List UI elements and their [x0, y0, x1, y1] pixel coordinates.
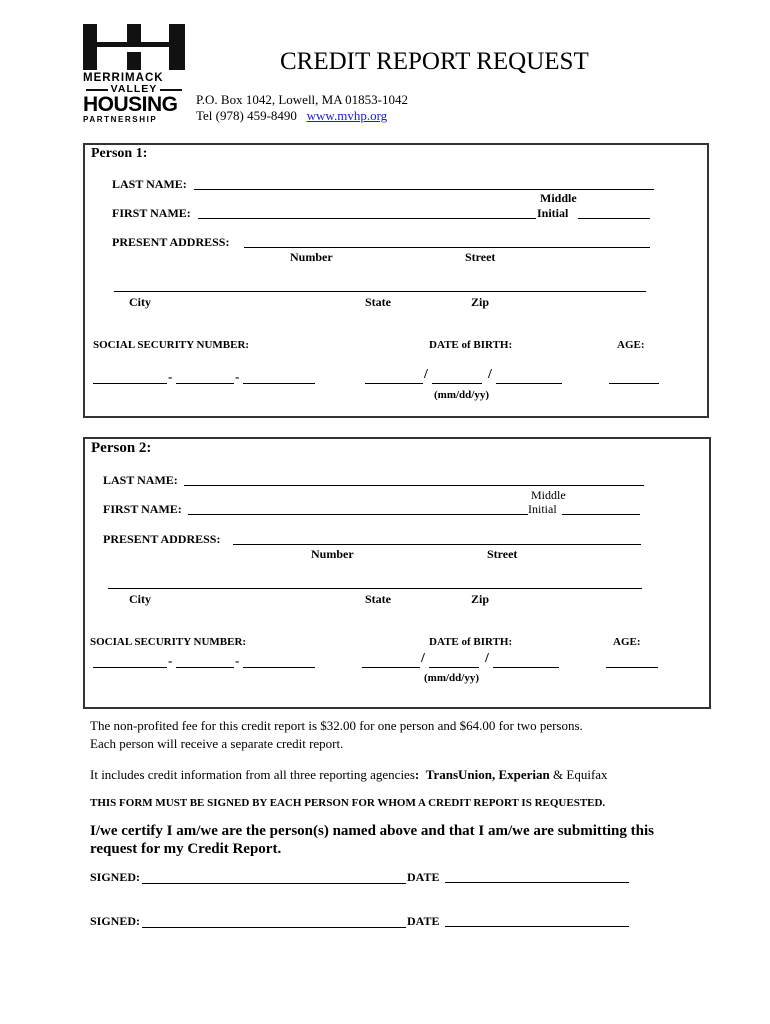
p2-street-label: Street	[487, 547, 518, 561]
agency-experian: Experian	[498, 767, 550, 782]
p2-initial-label: Initial	[528, 502, 557, 516]
p2-city-state-zip-field[interactable]	[108, 588, 642, 589]
p2-dob-month-field[interactable]	[362, 667, 420, 668]
signature-2-field[interactable]	[142, 927, 406, 928]
p2-ssn-part-2-field[interactable]	[176, 667, 234, 668]
p1-initial-label: Initial	[537, 206, 569, 220]
p2-last-name-label: LAST NAME:	[103, 473, 178, 487]
p1-age-field[interactable]	[609, 383, 659, 384]
p1-dob-month-field[interactable]	[365, 383, 423, 384]
logo-line-2: VALLEY	[83, 84, 185, 95]
p1-ssn-part-3-field[interactable]	[243, 383, 315, 384]
p2-age-field[interactable]	[606, 667, 658, 668]
certification-line-1: I/we certify I am/we are the person(s) named above and that I am/we are submitting this	[90, 823, 654, 839]
p1-last-name-label: LAST NAME:	[112, 177, 187, 191]
p2-first-name-field[interactable]	[188, 514, 528, 515]
p1-present-address-label: PRESENT ADDRESS:	[112, 235, 230, 249]
p1-ssn-part-2-field[interactable]	[176, 383, 234, 384]
signature-2-date-field[interactable]	[445, 926, 629, 927]
p1-date-format-hint: (mm/dd/yy)	[434, 389, 489, 401]
p2-number-label: Number	[311, 547, 354, 561]
p1-address-number-street-field[interactable]	[244, 247, 650, 248]
page-title: CREDIT REPORT REQUEST	[280, 48, 589, 75]
p1-dob-label: DATE of BIRTH:	[429, 339, 513, 351]
p2-first-name-label: FIRST NAME:	[103, 502, 182, 516]
telephone: Tel (978) 459-8490	[196, 108, 297, 123]
p1-city-label: City	[129, 295, 151, 309]
signature-1-field[interactable]	[142, 883, 406, 884]
p2-last-name-field[interactable]	[184, 485, 644, 486]
p2-ssn-part-1-field[interactable]	[93, 667, 167, 668]
agency-transunion: TransUnion,	[425, 767, 496, 782]
p2-dob-day-field[interactable]	[429, 667, 479, 668]
logo-line-4: PARTNERSHIP	[83, 115, 158, 124]
mailing-address: P.O. Box 1042, Lowell, MA 01853-1042	[196, 92, 408, 107]
p1-last-name-field[interactable]	[194, 189, 654, 190]
p2-dob-label: DATE of BIRTH:	[429, 636, 513, 648]
p2-present-address-label: PRESENT ADDRESS:	[103, 532, 221, 546]
p2-state-label: State	[365, 592, 391, 606]
p1-dob-day-field[interactable]	[432, 383, 482, 384]
signature-1-date-label: DATE	[407, 870, 440, 884]
contact-line	[196, 108, 387, 124]
p2-city-label: City	[129, 592, 151, 606]
p1-ssn-part-1-field[interactable]	[93, 383, 167, 384]
p1-middle-label: Middle	[540, 191, 577, 205]
fee-note-line-2: Each person will receive a separate credit report.	[90, 736, 344, 751]
p1-city-state-zip-field[interactable]	[114, 291, 646, 292]
p1-state-label: State	[365, 295, 391, 309]
person-2-heading: Person 2:	[91, 440, 152, 456]
certification-line-2: request for my Credit Report.	[90, 841, 282, 857]
website-link[interactable]: www.mvhp.org	[306, 108, 388, 123]
signature-2-label: SIGNED:	[90, 914, 141, 928]
agency-equifax: Equifax	[566, 767, 608, 782]
logo-line-3: HOUSING	[83, 93, 178, 116]
p2-address-number-street-field[interactable]	[233, 544, 641, 545]
logo-mark	[83, 24, 185, 70]
p1-zip-label: Zip	[471, 295, 490, 309]
fee-note-line-1: The non-profited fee for this credit report is $32.00 for one person and $64.00 for two persons.	[90, 718, 583, 733]
p1-ssn-label: SOCIAL SECURITY NUMBER:	[93, 339, 250, 351]
p2-zip-label: Zip	[471, 592, 490, 606]
p1-number-label: Number	[290, 250, 333, 264]
p1-street-label: Street	[465, 250, 496, 264]
signature-2-date-label: DATE	[407, 914, 440, 928]
p1-middle-initial-field[interactable]	[578, 218, 650, 219]
p2-age-label: AGE:	[613, 636, 641, 648]
p2-dob-year-field[interactable]	[493, 667, 559, 668]
signature-1-label: SIGNED:	[90, 870, 141, 884]
person-1-heading: Person 1:	[91, 146, 148, 161]
p1-dob-year-field[interactable]	[496, 383, 562, 384]
p2-ssn-label: SOCIAL SECURITY NUMBER:	[90, 636, 247, 648]
p2-middle-label: Middle	[531, 488, 566, 502]
p1-first-name-label: FIRST NAME:	[112, 206, 191, 220]
p1-age-label: AGE:	[617, 339, 645, 351]
must-sign-notice: THIS FORM MUST BE SIGNED BY EACH PERSON FOR WHOM A CREDIT REPORT IS REQUESTED.	[90, 797, 606, 809]
agencies-note: It includes credit information from all three reporting agencies: TransUnion, Experian & Equifax	[90, 767, 608, 782]
logo-line-1: MERRIMACK	[83, 72, 164, 84]
p1-first-name-field[interactable]	[198, 218, 536, 219]
p2-ssn-part-3-field[interactable]	[243, 667, 315, 668]
p2-middle-initial-field[interactable]	[562, 514, 640, 515]
p2-date-format-hint: (mm/dd/yy)	[424, 672, 479, 684]
signature-1-date-field[interactable]	[445, 882, 629, 883]
mvhp-logo	[83, 24, 185, 125]
